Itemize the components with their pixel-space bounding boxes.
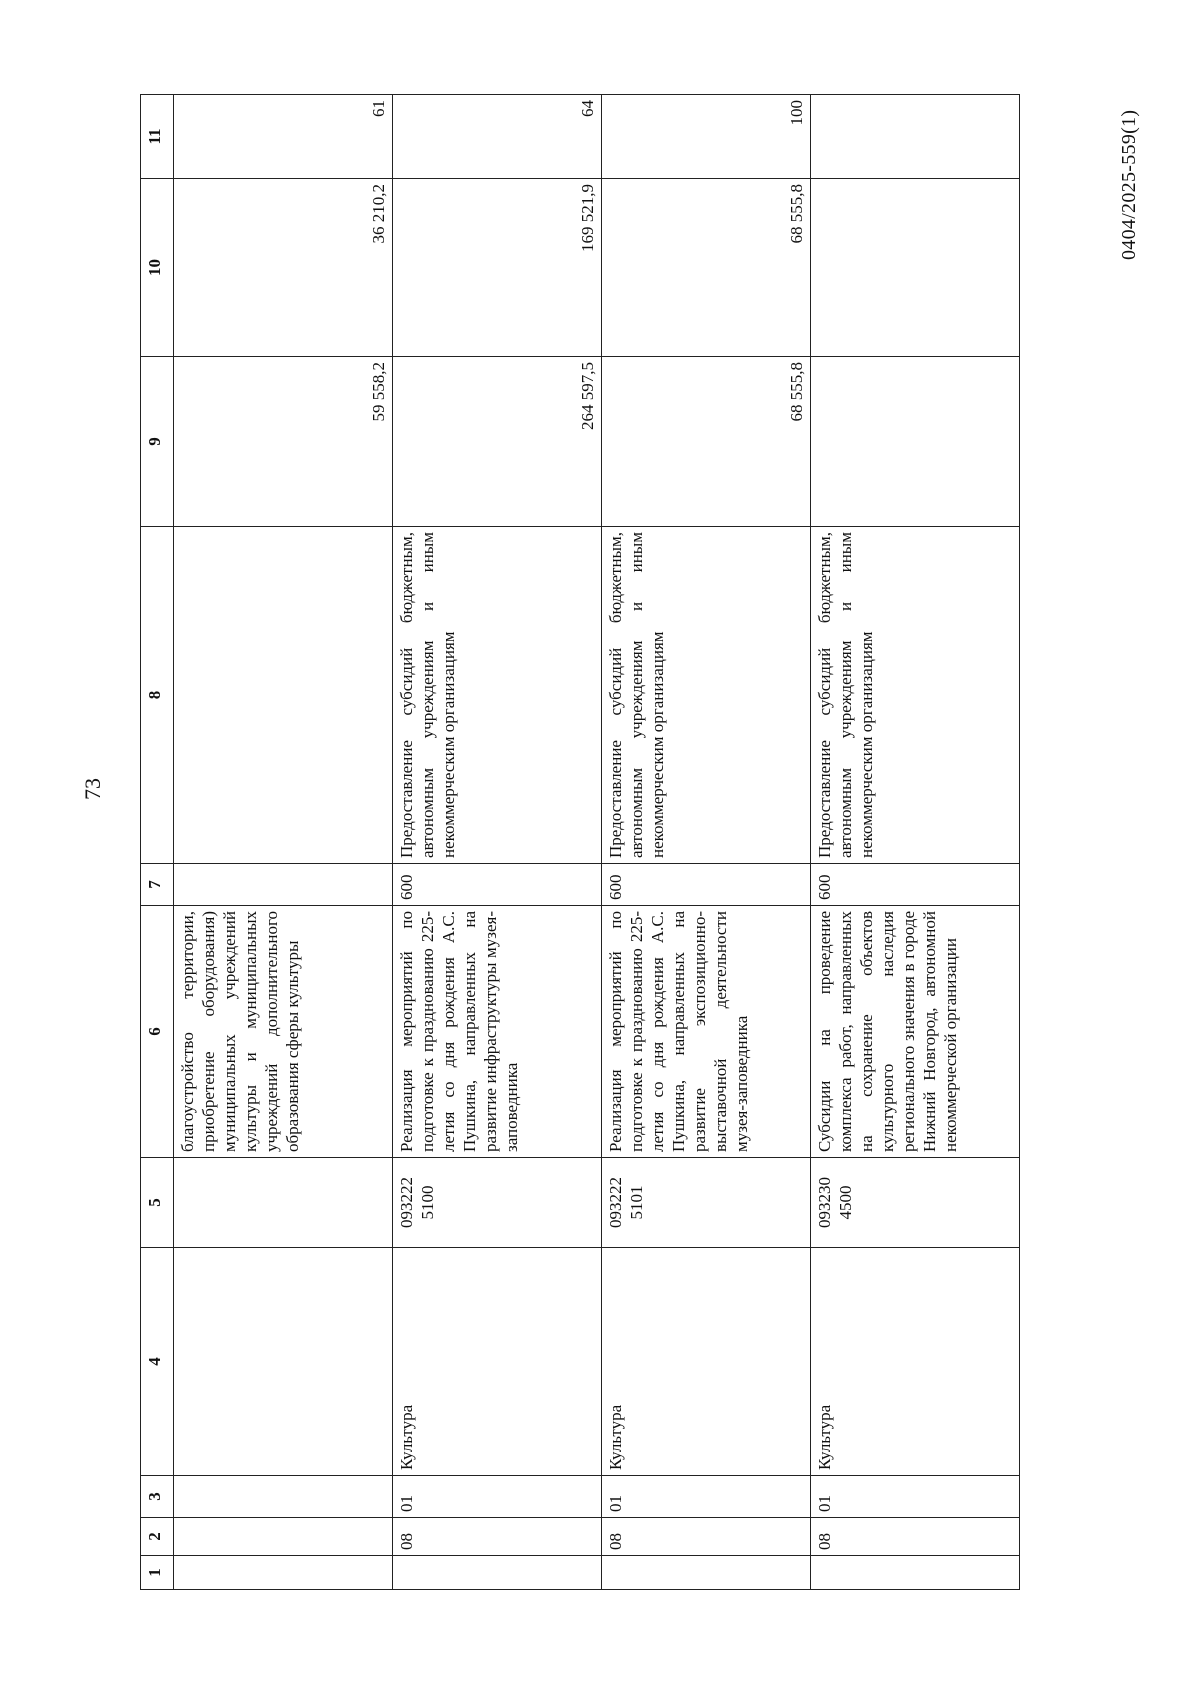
cell-section-name: Культура [811,1248,1020,1476]
cell-executed [811,179,1020,357]
cell-subsection: 01 [811,1476,1020,1518]
cell-target-code: 093222 5100 [393,1158,602,1248]
cell-subsection [174,1476,393,1518]
cell-planned: 264 597,5 [393,357,602,527]
document-id: 0404/2025-559(1) [1118,109,1140,260]
cell-percent: 61 [174,95,393,179]
page-number: 73 [80,778,105,800]
cell-section-name: Культура [393,1248,602,1476]
cell-target-code: 093222 5101 [602,1158,811,1248]
cell-expense-code [174,864,393,906]
cell-section [174,1518,393,1556]
cell-target-code: 093230 4500 [811,1158,1020,1248]
cell-planned: 59 558,2 [174,357,393,527]
cell-executed: 169 521,9 [393,179,602,357]
table-row [393,95,602,1590]
cell-expense-code: 600 [811,864,1020,906]
cell-percent: 64 [393,95,602,179]
cell-expense-name: Предоставление субсидий бюджетным, автономным учреждениям и иным некоммерческим организациям [393,527,602,864]
cell-subsection: 01 [393,1476,602,1518]
cell-expense-name: Предоставление субсидий бюджетным, автономным учреждениям и иным некоммерческим организациям [811,527,1020,864]
cell-target-code [174,1158,393,1248]
table-row [811,95,1020,1590]
table-row [174,95,393,1590]
column-header: 1 [141,1556,174,1590]
cell-expense-name [174,527,393,864]
cell-executed: 68 555,8 [602,179,811,357]
column-header: 11 [141,95,174,179]
column-header: 5 [141,1158,174,1248]
cell-row-number [393,1556,602,1590]
column-number-row [141,95,174,1590]
cell-row-number [602,1556,811,1590]
column-header: 6 [141,906,174,1158]
cell-row-number [811,1556,1020,1590]
cell-planned: 68 555,8 [602,357,811,527]
cell-target-name: Реализация мероприятий по подготовке к празднованию 225-летия со дня рождения А.С. Пушкина, направленных на развитие инфраструктуры музея-заповедника [393,906,602,1158]
column-header: 8 [141,527,174,864]
cell-subsection: 01 [602,1476,811,1518]
cell-expense-code: 600 [602,864,811,906]
budget-table-container [140,95,1020,1590]
cell-row-number [174,1556,393,1590]
cell-section: 08 [393,1518,602,1556]
cell-section: 08 [602,1518,811,1556]
cell-target-name: Субсидии на проведение комплекса работ, направленных на сохранение объектов культурного наследия регионального значения в городе Нижний Новгород, автономной некоммерческой организации [811,906,1020,1158]
column-header: 10 [141,179,174,357]
cell-section-name [174,1248,393,1476]
cell-section-name: Культура [602,1248,811,1476]
column-header: 7 [141,864,174,906]
cell-section: 08 [811,1518,1020,1556]
table-row [602,95,811,1590]
budget-table [140,94,1020,1590]
column-header: 2 [141,1518,174,1556]
cell-planned [811,357,1020,527]
cell-executed: 36 210,2 [174,179,393,357]
cell-percent: 100 [602,95,811,179]
column-header: 3 [141,1476,174,1518]
cell-target-name: благоустройство территории, приобретение оборудования) муниципальных учреждений культуры и муниципальных учреждений дополнительного образования сферы культуры [174,906,393,1158]
cell-expense-code: 600 [393,864,602,906]
cell-target-name: Реализация мероприятий по подготовке к празднованию 225-летия со дня рождения А.С. Пушкина, направленных на развитие экспозиционно-выставочной деятельности музея-заповедника [602,906,811,1158]
cell-expense-name: Предоставление субсидий бюджетным, автономным учреждениям и иным некоммерческим организациям [602,527,811,864]
column-header: 9 [141,357,174,527]
cell-percent [811,95,1020,179]
column-header: 4 [141,1248,174,1476]
